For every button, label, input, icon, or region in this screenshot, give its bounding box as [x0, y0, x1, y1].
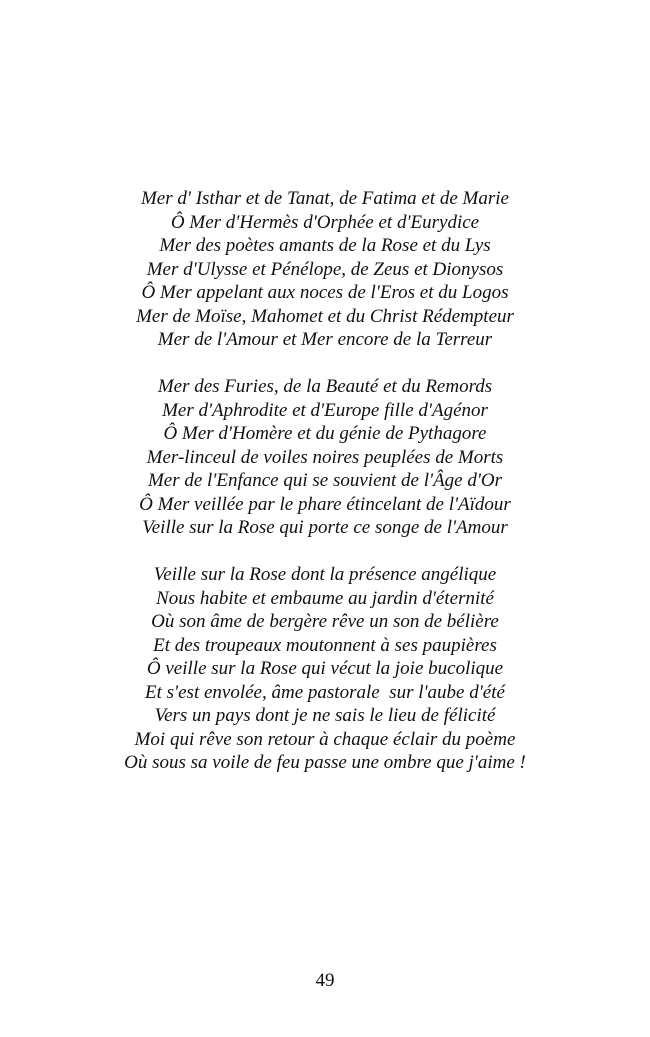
poem: [0, 187, 650, 775]
stanza-3: [0, 563, 650, 775]
poem-line: Mer-linceul de voiles noires peuplées de Morts: [146, 446, 504, 468]
poem-line: Mer de l'Amour et Mer encore de la Terreur: [157, 329, 493, 350]
poem-line: Ô veille sur la Rose qui vécut la joie bucolique: [146, 658, 504, 679]
poem-line: Vers un pays dont je ne sais le lieu de félicité: [154, 705, 496, 726]
poem-line: Mer d'Aphrodite et d'Europe fille d'Agénor: [162, 399, 488, 421]
page-number: 49: [315, 970, 335, 991]
poem-line: Et des troupeaux moutonnent à ses paupières: [153, 634, 497, 656]
poem-line: Mer de Moïse, Mahomet et du Christ Rédempteur: [136, 305, 514, 327]
poem-line: Ô Mer d'Homère et du génie de Pythagore: [163, 423, 487, 444]
stanza-2: [0, 375, 650, 540]
stanza-1: [0, 187, 650, 352]
poem-line: Ô Mer d'Hermès d'Orphée et d'Eurydice: [170, 211, 480, 233]
poem-line: Nous habite et embaume au jardin d'éternité: [156, 587, 494, 609]
poem-line: Mer d'Ulysse et Pénélope, de Zeus et Dionysos: [146, 258, 504, 280]
poem-line: Où son âme de bergère rêve un son de bélière: [151, 611, 499, 632]
poem-line: Veille sur la Rose qui porte ce songe de l'Amour: [142, 517, 508, 538]
poem-line: Où sous sa voile de feu passe une ombre que j'aime !: [124, 752, 526, 773]
poem-line: Moi qui rêve son retour à chaque éclair du poème: [134, 728, 516, 750]
poem-line: Ô Mer veillée par le phare étincelant de l'Aïdour: [139, 493, 511, 515]
poem-line: Ô Mer appelant aux noces de l'Eros et du Logos: [141, 282, 509, 303]
poem-line: Mer de l'Enfance qui se souvient de l'Âge d'Or: [147, 470, 503, 491]
poem-line: Mer des Furies, de la Beauté et du Remords: [157, 376, 493, 397]
poem-line: Et s'est envolée, âme pastorale sur l'aube d'été: [145, 681, 505, 703]
poem-line: Veille sur la Rose dont la présence angélique: [153, 564, 497, 585]
poem-line: Mer des poètes amants de la Rose et du Lys: [159, 235, 491, 256]
poem-line: Mer d' Isthar et de Tanat, de Fatima et de Marie: [140, 188, 509, 209]
